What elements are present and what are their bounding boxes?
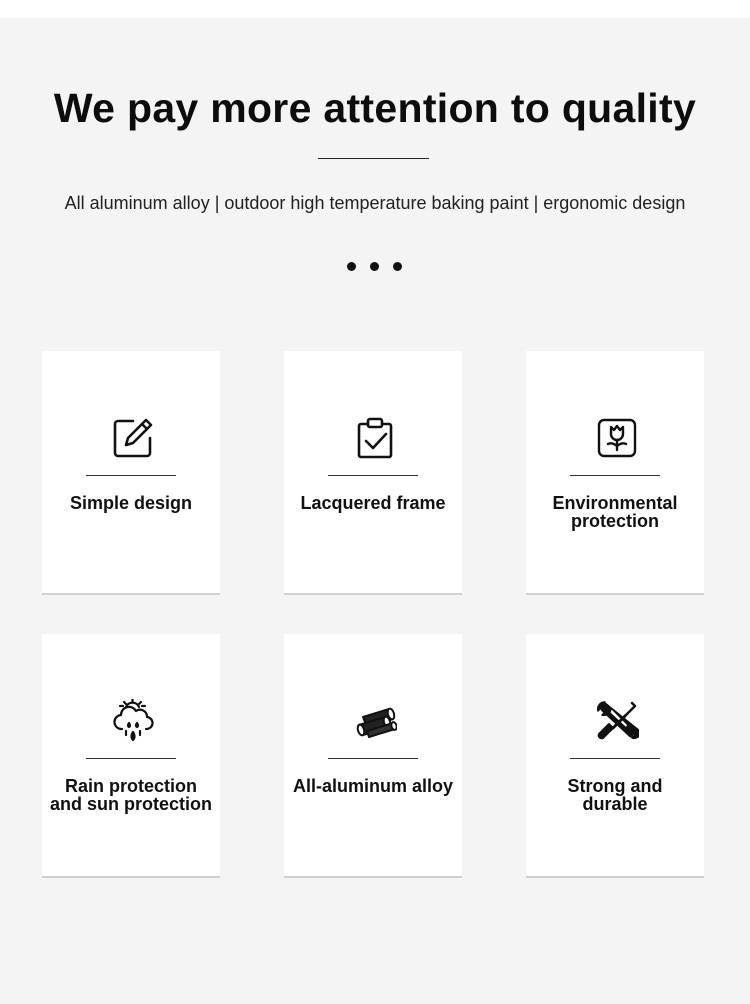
clipboard-check-icon	[353, 416, 397, 460]
feature-card-rain-sun-protection	[42, 634, 220, 878]
title-divider	[318, 158, 429, 159]
card-divider	[328, 758, 418, 759]
page-subtitle: All aluminum alloy | outdoor high temperature baking paint | ergonomic design	[64, 193, 686, 213]
dot	[370, 262, 379, 271]
feature-card-environmental-protection	[526, 351, 704, 595]
flower-icon	[595, 416, 639, 460]
card-divider	[86, 758, 176, 759]
wrench-screwdriver-icon	[595, 699, 639, 743]
feature-label: Rain protection and sun protection	[50, 776, 212, 814]
feature-card-all-aluminum-alloy	[284, 634, 462, 878]
aluminum-pipes-icon	[353, 699, 397, 743]
dot	[393, 262, 402, 271]
card-divider	[328, 475, 418, 476]
page-title: We pay more attention to quality	[53, 85, 697, 131]
sun-rain-cloud-icon	[111, 699, 155, 743]
feature-label: Environmental protection	[552, 493, 678, 531]
feature-label: All-aluminum alloy	[292, 776, 454, 796]
card-divider	[86, 475, 176, 476]
dot-separator	[347, 262, 403, 271]
dot	[347, 262, 356, 271]
feature-label: Strong and durable	[567, 776, 663, 814]
feature-card-strong-durable	[526, 634, 704, 878]
feature-card-simple-design	[42, 351, 220, 595]
feature-label: Lacquered frame	[300, 493, 446, 513]
edit-pencil-icon	[111, 416, 155, 460]
feature-card-lacquered-frame	[284, 351, 462, 595]
card-divider	[570, 758, 660, 759]
feature-label: Simple design	[69, 493, 193, 513]
card-divider	[570, 475, 660, 476]
